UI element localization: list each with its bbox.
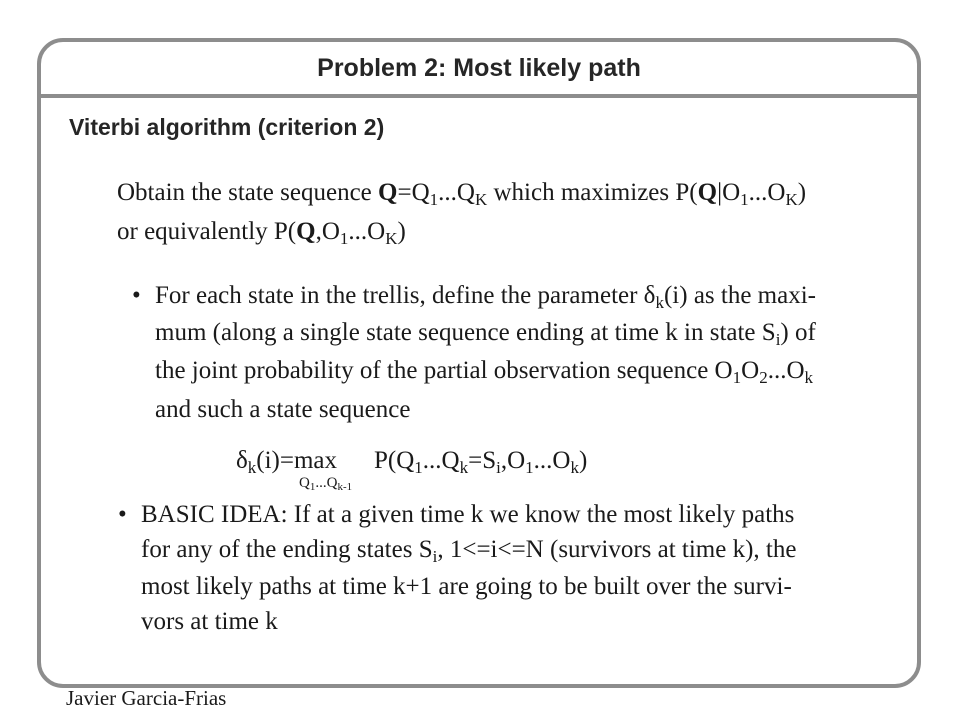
slide-title: Problem 2: Most likely path — [317, 54, 641, 82]
max-subscript: $Q_1...Q_{k-1}$ — [299, 475, 353, 493]
bullet2-line-2: for any of the ending states $S_i$, 1<=i<=N (survivors at time k), the — [141, 536, 797, 566]
bullet2-line-1: BASIC IDEA: If at a given time k we know the most likely paths — [141, 501, 795, 528]
section-heading: Viterbi algorithm (criterion 2) — [69, 114, 385, 140]
footer-author: Javier Garcia-Frias — [66, 686, 227, 710]
bullet1-line-3: the joint probability of the partial observation sequence $O_1O_2...O_k$ — [155, 357, 813, 387]
bullet2-line-4: vors at time k — [141, 608, 278, 635]
equation-rhs: $P(Q_1...Q_k=S_i,O_1...O_k)$ — [374, 447, 588, 477]
bullet1-line-1: For each state in the trellis, define the parameter $\delta_k(i)$ as the maxi- — [155, 282, 816, 312]
bullet2-line-3: most likely paths at time k+1 are going to be built over the survi- — [141, 573, 792, 600]
delta-equation: $\delta_k(i)=\max$ — [236, 447, 338, 477]
bullet1-line-4: and such a state sequence — [155, 396, 411, 423]
objective-line-2: or equivalently $P(Q,O_1...O_K)$ — [117, 218, 406, 248]
bullet-marker-1: • — [132, 282, 141, 309]
title-bar — [41, 42, 917, 98]
bullet1-line-2: mum (along a single state sequence ending at time k in state $S_i$) of — [155, 319, 816, 349]
objective-line-1: Obtain the state sequence $Q=Q_1...Q_K$ which maximizes $P(Q|O_1...O_K)$ — [117, 179, 807, 209]
bullet-marker-2: • — [118, 501, 127, 528]
